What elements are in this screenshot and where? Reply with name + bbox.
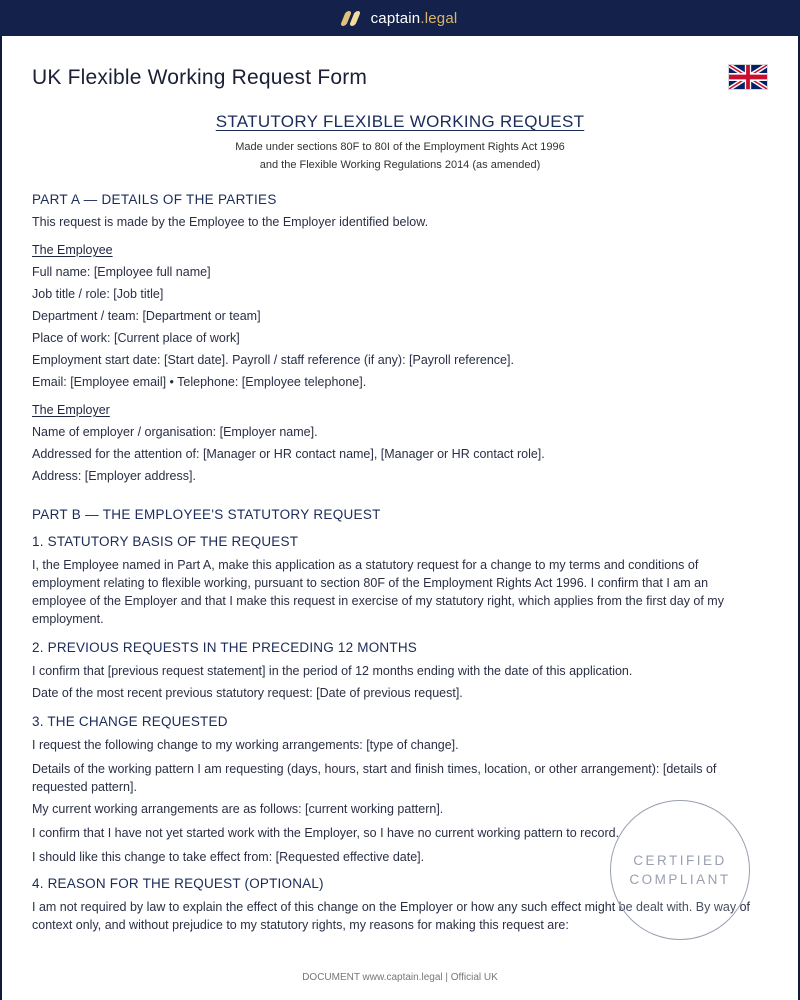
brand-name[interactable] — [371, 10, 458, 27]
section-4-text: I am not required by law to explain the effect of this change on the Employer or how any such effect might be dealt with. By way of context only, and without prejudice to my statutory rights, my reasons for making this request are: — [32, 900, 750, 932]
subtitle-line-1: Made under sections 80F to 80I of the Employment Rights Act 1996 — [235, 141, 565, 153]
section-3-line: I confirm that I have not yet started work with the Employer, so I have no current working pattern to record. — [32, 826, 620, 840]
stamp-line-2: COMPLIANT — [629, 872, 731, 887]
part-a-intro: This request is made by the Employee to the Employer identified below. — [32, 215, 429, 229]
employee-heading: The Employee — [32, 243, 113, 257]
uk-flag-icon — [728, 64, 768, 90]
footer-text: DOCUMENT www.captain.legal | Official UK — [302, 972, 498, 983]
top-bar — [0, 0, 800, 36]
part-a-heading: PART A — DETAILS OF THE PARTIES — [32, 192, 277, 207]
footer-fade — [2, 942, 798, 968]
section-3-line: My current working arrangements are as follows: [current working pattern]. — [32, 802, 444, 816]
employer-line: Address: [Employer address]. — [32, 469, 196, 483]
part-b-heading: PART B — THE EMPLOYEE'S STATUTORY REQUEST — [32, 507, 381, 522]
section-3-line: I request the following change to my working arrangements: [type of change]. — [32, 738, 459, 752]
section-2-line: Date of the most recent previous statutory request: [Date of previous request]. — [32, 686, 463, 700]
document-title: UK Flexible Working Request Form — [32, 66, 368, 89]
statutory-title: STATUTORY FLEXIBLE WORKING REQUEST — [215, 112, 585, 131]
certified-compliant-stamp — [610, 800, 750, 940]
section-2-line: I confirm that [previous request statement] in the period of 12 months ending with the date of this application. — [32, 664, 633, 678]
section-1-heading: 1. STATUTORY BASIS OF THE REQUEST — [32, 534, 299, 549]
section-4-heading: 4. REASON FOR THE REQUEST (OPTIONAL) — [32, 876, 324, 891]
document-page — [2, 36, 798, 1000]
section-1-text: I, the Employee named in Part A, make this application as a statutory request for a change to my terms and conditions of employment relating to flexible working, pursuant to section 80F of the Employment Rights Act 1996. I confirm that I am an employee of the Employer and that I make this request in exercise of my statutory right, which applies from the first day of my employment. — [32, 558, 724, 626]
employee-line: Email: [Employee email] • Telephone: [Employee telephone]. — [32, 375, 367, 389]
subtitle-line-2: and the Flexible Working Regulations 2014 (as amended) — [259, 159, 541, 171]
stamp-line-1: CERTIFIED — [633, 853, 727, 868]
brand-name-main: captain — [370, 9, 421, 27]
employee-line: Department / team: [Department or team] — [32, 309, 261, 323]
employer-heading: The Employer — [32, 403, 110, 417]
section-2-heading: 2. PREVIOUS REQUESTS IN THE PRECEDING 12 MONTHS — [32, 640, 417, 655]
employee-line: Full name: [Employee full name] — [32, 265, 211, 279]
employer-line: Addressed for the attention of: [Manager or HR contact name], [Manager or HR contact role]. — [32, 447, 545, 461]
captain-logo-icon — [343, 11, 361, 26]
statutory-header — [2, 112, 798, 174]
employee-line: Place of work: [Current place of work] — [32, 331, 240, 345]
employee-line: Employment start date: [Start date]. Payroll / staff reference (if any): [Payroll reference]. — [32, 353, 514, 367]
employee-line: Job title / role: [Job title] — [32, 287, 164, 301]
section-3-line: I should like this change to take effect from: [Requested effective date]. — [32, 850, 425, 864]
section-3-heading: 3. THE CHANGE REQUESTED — [32, 714, 228, 729]
brand-name-accent: .legal — [420, 9, 458, 27]
employer-line: Name of employer / organisation: [Employer name]. — [32, 425, 318, 439]
section-3-line: Details of the working pattern I am requesting (days, hours, start and finish times, location, or other arrangement): [details of requested pattern]. — [32, 762, 717, 794]
